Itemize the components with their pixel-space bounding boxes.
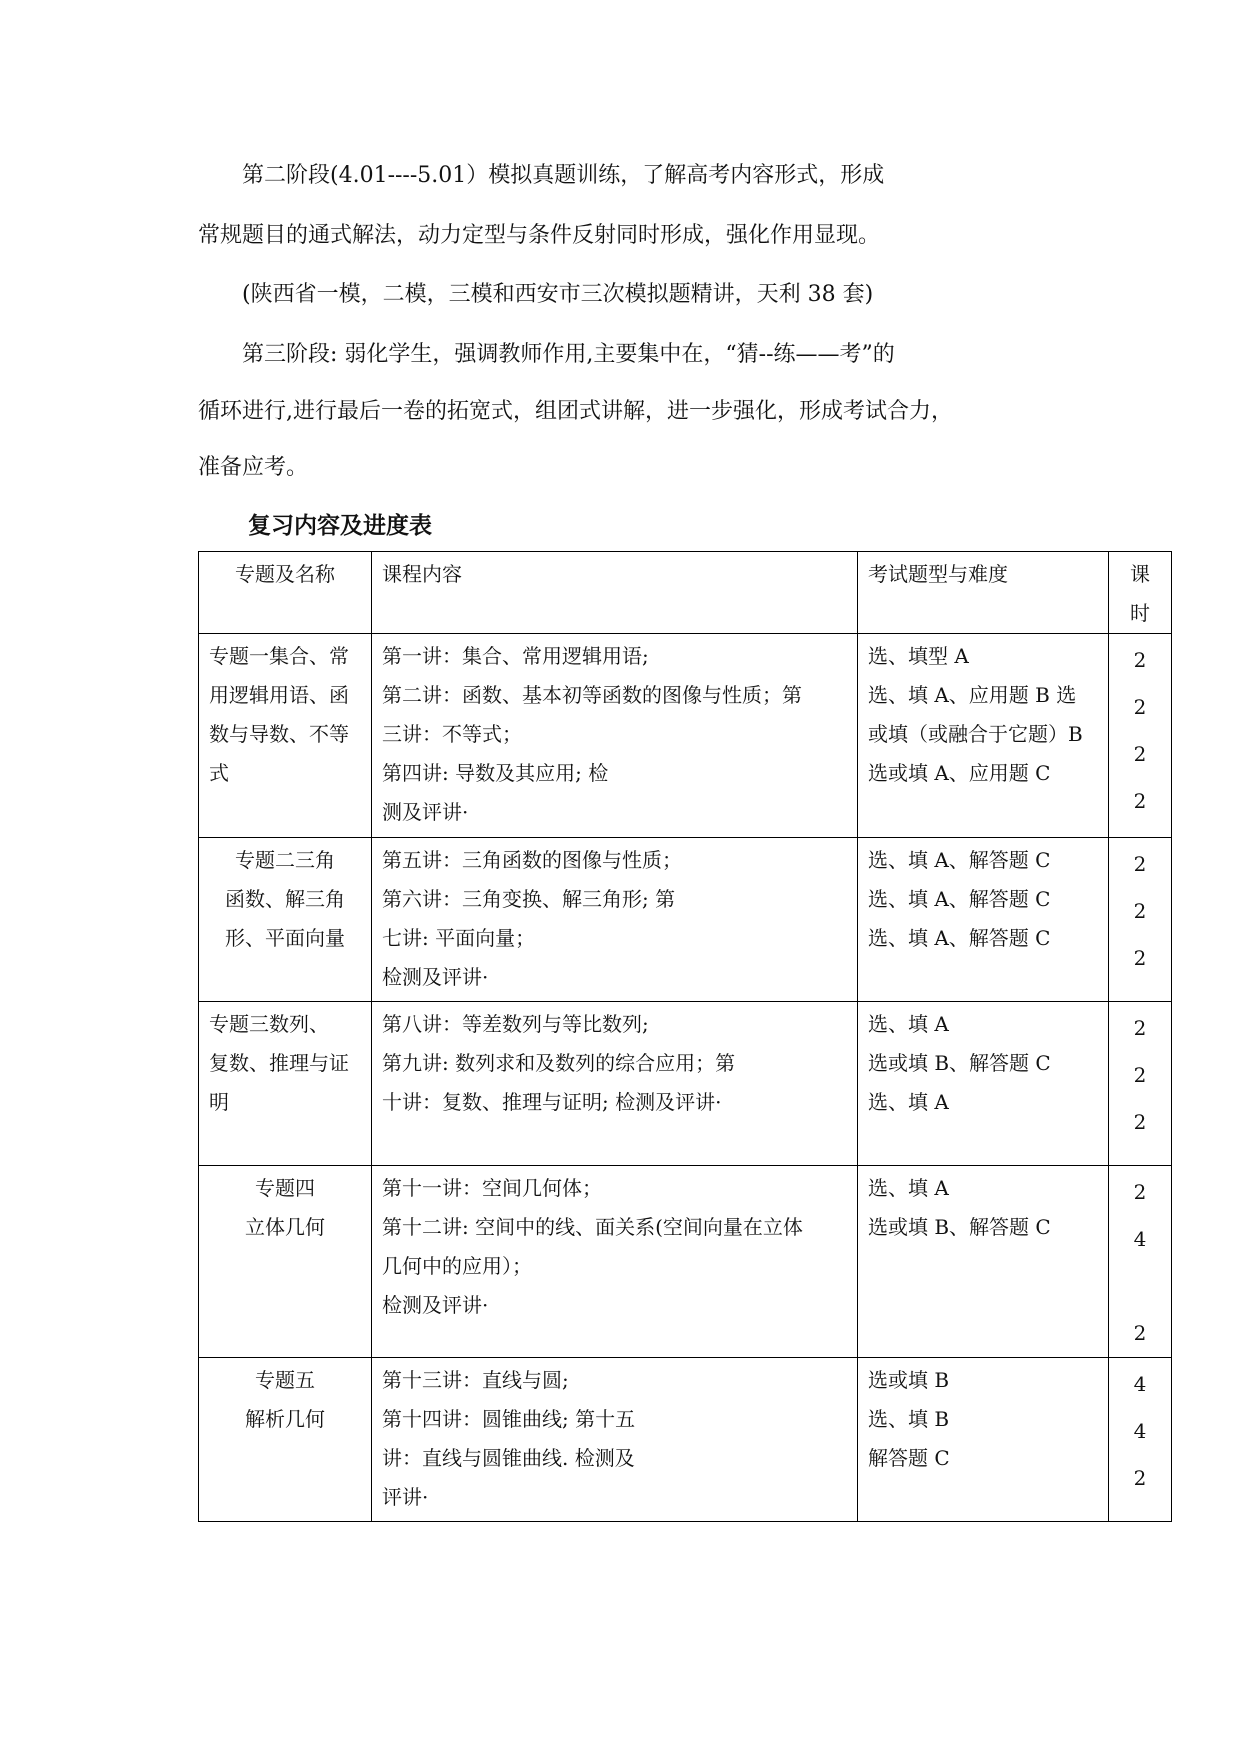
content-line: 第十一讲：空间几何体； [382, 1176, 602, 1200]
exam-line: 选或填 A、应用题 C [868, 761, 1051, 785]
table-row [199, 838, 1172, 1002]
header-topic: 专题及名称 [199, 552, 372, 634]
paragraph-line: 循环进行,进行最后一卷的拓宽式，组团式讲解，进一步强化，形成考试合力， [198, 399, 953, 424]
hours-line: 2 [1133, 1180, 1147, 1204]
topic-cell [199, 1358, 372, 1522]
topic-line: 专题二三角 [235, 848, 335, 872]
hours-line: 4 [1133, 1227, 1147, 1251]
table-row [199, 1166, 1172, 1358]
table-row [199, 1358, 1172, 1522]
paragraph-line: 常规题目的通式解法，动力定型与条件反射同时形成，强化作用显现。 [198, 223, 881, 248]
content-line: 三讲：不等式； [382, 722, 522, 746]
topic-line: 专题四 [255, 1176, 315, 1200]
table-row [199, 634, 1172, 838]
hours-line: 2 [1133, 1466, 1147, 1490]
exam-line: 选、填 A [868, 1090, 949, 1114]
topic-line: 函数、解三角 [225, 887, 345, 911]
content-line: 第十三讲：直线与圆; [382, 1368, 569, 1392]
hours-cell [1109, 838, 1172, 1002]
header-exam: 考试题型与难度 [858, 552, 1109, 634]
content-cell [372, 634, 858, 838]
paragraph-line: 准备应考。 [198, 455, 309, 480]
table-title: 复习内容及进度表 [248, 512, 432, 539]
topic-cell [199, 634, 372, 838]
exam-line: 选、填 A、解答题 C [868, 848, 1051, 872]
hours-line: 2 [1133, 648, 1147, 672]
exam-line: 选、填 A [868, 1012, 949, 1036]
exam-line: 选、填 A、应用题 B 选 [868, 683, 1077, 707]
topic-cell [199, 1166, 372, 1358]
paragraph-line: 第三阶段: 弱化学生，强调教师作用,主要集中在，“猜--练——考”的 [198, 342, 895, 367]
topic-cell [199, 1002, 372, 1166]
content-line: 第二讲：函数、基本初等函数的图像与性质；第 [382, 683, 802, 707]
content-line: 第十二讲: 空间中的线、面关系(空间向量在立体 [382, 1215, 803, 1239]
content-line: 检测及评讲· [382, 1293, 489, 1317]
paragraph-line: 第二阶段(4.01----5.01）模拟真题训练，了解高考内容形式，形成 [198, 163, 885, 188]
hours-line: 2 [1133, 742, 1147, 766]
content-cell [372, 1358, 858, 1522]
exam-line: 选、填 A、解答题 C [868, 926, 1051, 950]
content-line: 第五讲：三角函数的图像与性质； [382, 848, 682, 872]
content-line: 第一讲：集合、常用逻辑用语; [382, 644, 649, 668]
content-cell [372, 1166, 858, 1358]
topic-line: 复数、推理与证 [209, 1051, 349, 1075]
schedule-table [198, 551, 1172, 1522]
content-line: 第八讲：等差数列与等比数列; [382, 1012, 649, 1036]
header-content: 课程内容 [372, 552, 858, 634]
exam-line: 或填（或融合于它题）B [868, 722, 1083, 746]
topic-line: 形、平面向量 [225, 926, 345, 950]
topic-line: 解析几何 [245, 1407, 325, 1431]
content-line: 第十四讲：圆锥曲线; 第十五 [382, 1407, 636, 1431]
exam-cell [858, 634, 1109, 838]
content-cell [372, 838, 858, 1002]
content-line: 第九讲: 数列求和及数列的综合应用；第 [382, 1051, 736, 1075]
content-line: 评讲· [382, 1485, 429, 1509]
hours-cell [1109, 1358, 1172, 1522]
hours-line [1109, 1263, 1171, 1310]
table-header-row [199, 552, 1172, 634]
hours-line: 2 [1133, 1321, 1147, 1345]
topic-line: 专题三数列、 [209, 1012, 329, 1036]
exam-line: 选、填 A、解答题 C [868, 887, 1051, 911]
topic-line: 明 [209, 1090, 229, 1114]
content-line: 七讲: 平面向量； [382, 926, 536, 950]
exam-cell [858, 838, 1109, 1002]
exam-cell [858, 1002, 1109, 1166]
paragraph-line: (陕西省一模，二模，三模和西安市三次模拟题精讲，天利 38 套) [198, 282, 874, 307]
content-line: 几何中的应用）； [382, 1254, 532, 1278]
exam-line: 选或填 B、解答题 C [868, 1051, 1051, 1075]
hours-line: 4 [1133, 1372, 1147, 1396]
hours-line: 2 [1133, 1016, 1147, 1040]
exam-line: 解答题 C [868, 1446, 950, 1470]
exam-cell [858, 1166, 1109, 1358]
hours-line: 2 [1133, 899, 1147, 923]
exam-line: 选或填 B [868, 1368, 950, 1392]
hours-line: 2 [1133, 946, 1147, 970]
content-line: 十讲：复数、推理与证明; 检测及评讲· [382, 1090, 722, 1114]
exam-line: 选或填 B、解答题 C [868, 1215, 1051, 1239]
exam-cell [858, 1358, 1109, 1522]
table-row [199, 1002, 1172, 1166]
hours-cell [1109, 634, 1172, 838]
topic-line: 专题五 [255, 1368, 315, 1392]
exam-line: 选、填型 A [868, 644, 969, 668]
hours-line: 2 [1133, 1110, 1147, 1134]
topic-line: 专题一集合、常用逻辑用语、函数与导数、不等式 [209, 644, 349, 785]
topic-line: 立体几何 [245, 1215, 325, 1239]
hours-line: 4 [1133, 1419, 1147, 1443]
hours-line: 2 [1133, 695, 1147, 719]
content-line: 讲：直线与圆锥曲线. 检测及 [382, 1446, 635, 1470]
content-line: 检测及评讲· [382, 965, 489, 989]
content-line: 第六讲：三角变换、解三角形; 第 [382, 887, 676, 911]
hours-line: 2 [1133, 1063, 1147, 1087]
hours-line: 2 [1133, 852, 1147, 876]
exam-line: 选、填 B [868, 1407, 950, 1431]
topic-cell [199, 838, 372, 1002]
header-hours: 课 时 [1109, 552, 1172, 634]
content-line: 测及评讲· [382, 800, 469, 824]
hours-cell [1109, 1002, 1172, 1166]
content-cell [372, 1002, 858, 1166]
hours-cell [1109, 1166, 1172, 1358]
content-line: 第四讲: 导数及其应用; 检 [382, 761, 609, 785]
exam-line: 选、填 A [868, 1176, 949, 1200]
hours-line: 2 [1133, 789, 1147, 813]
